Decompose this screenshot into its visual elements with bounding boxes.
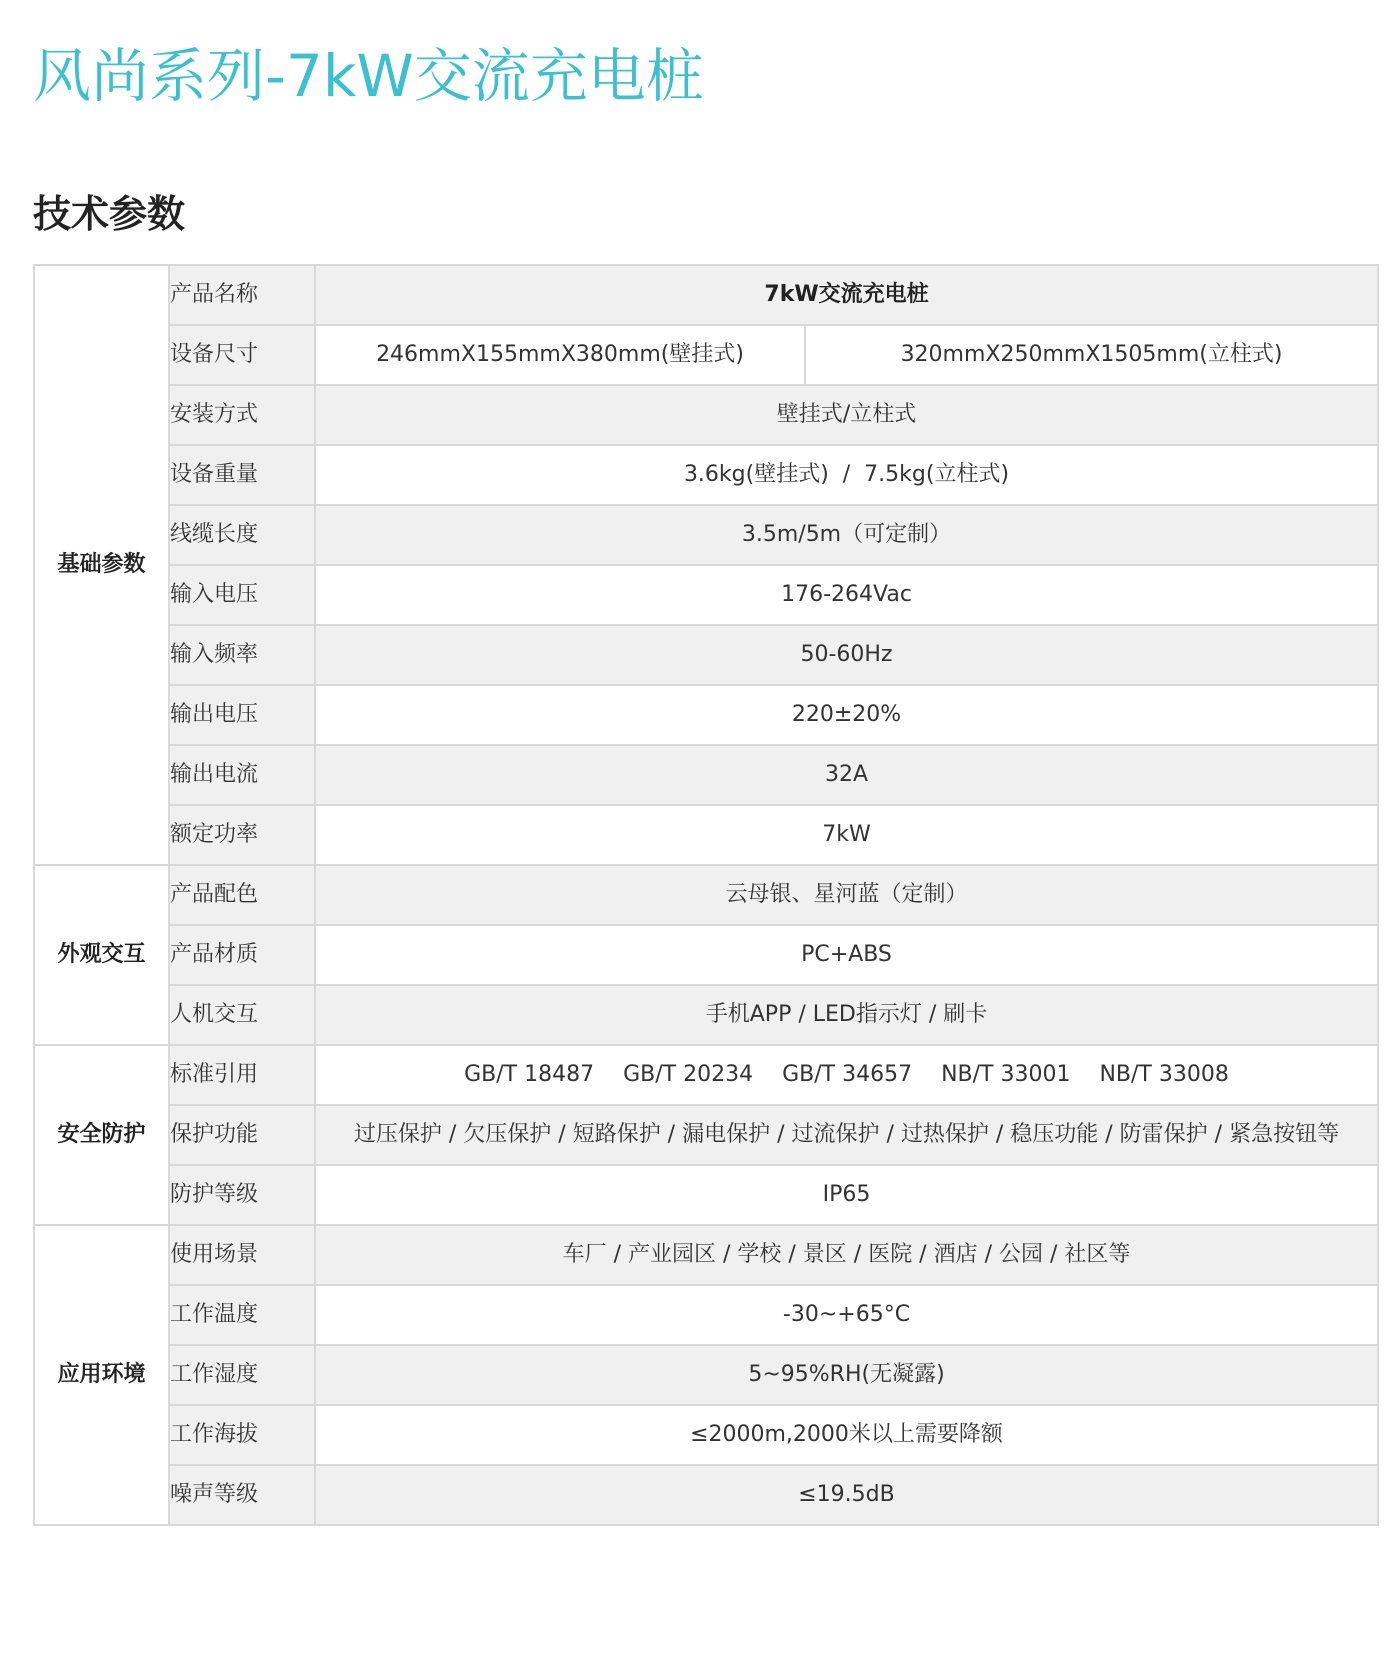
row-label: 输出电压 [169,685,315,745]
row-label: 防护等级 [169,1165,315,1225]
group-label-safety: 安全防护 [34,1045,169,1225]
row-value: 云母银、星河蓝（定制） [315,865,1378,925]
row-value: IP65 [315,1165,1378,1225]
table-row [34,385,1378,445]
row-label: 保护功能 [169,1105,315,1165]
group-label-appearance: 外观交互 [34,865,169,1045]
row-value: 3.6kg(壁挂式) / 7.5kg(立柱式) [315,445,1378,505]
row-value: -30~+65°C [315,1285,1378,1345]
table-row [34,805,1378,865]
group-label-application: 应用环境 [34,1225,169,1525]
row-label: 标准引用 [169,1045,315,1105]
table-row [34,565,1378,625]
row-value: 过压保护 / 欠压保护 / 短路保护 / 漏电保护 / 过流保护 / 过热保护 / 稳压功能 / 防雷保护 / 紧急按钮等 [315,1105,1378,1165]
row-value: 5~95%RH(无凝露) [315,1345,1378,1405]
table-row [34,505,1378,565]
row-label: 设备尺寸 [169,325,315,385]
table-row [34,1105,1378,1165]
row-label: 人机交互 [169,985,315,1045]
row-value: 220±20% [315,685,1378,745]
row-label: 输入频率 [169,625,315,685]
section-title: 技术参数 [33,192,186,236]
table-row [34,1465,1378,1525]
standard-item: GB/T 34657 [782,1062,913,1087]
table-row [34,745,1378,805]
row-value-standards [315,1045,1378,1105]
row-label: 产品名称 [169,265,315,325]
table-row [34,925,1378,985]
table-row [34,985,1378,1045]
row-value-wall: 246mmX155mmX380mm(壁挂式) [315,325,805,385]
row-label: 输入电压 [169,565,315,625]
row-value: 32A [315,745,1378,805]
row-label: 设备重量 [169,445,315,505]
row-value: 50-60Hz [315,625,1378,685]
row-label: 安装方式 [169,385,315,445]
table-row [34,1285,1378,1345]
row-value: 手机APP / LED指示灯 / 刷卡 [315,985,1378,1045]
row-value: 7kW [315,805,1378,865]
standard-item: GB/T 18487 [464,1062,595,1087]
row-value: 3.5m/5m（可定制） [315,505,1378,565]
standard-item: GB/T 20234 [623,1062,754,1087]
row-label: 噪声等级 [169,1465,315,1525]
table-row [34,265,1378,325]
row-label: 工作温度 [169,1285,315,1345]
row-value: PC+ABS [315,925,1378,985]
table-row [34,685,1378,745]
page-title: 风尚系列-7kW交流充电桩 [33,42,704,110]
table-row [34,865,1378,925]
row-label: 工作湿度 [169,1345,315,1405]
standard-item: NB/T 33008 [1099,1062,1229,1087]
row-value: ≤2000m,2000米以上需要降额 [315,1405,1378,1465]
standard-item: NB/T 33001 [941,1062,1071,1087]
spec-table [33,264,1379,1526]
table-row [34,1345,1378,1405]
group-label-basic: 基础参数 [34,265,169,865]
table-row [34,1045,1378,1105]
table-row [34,1225,1378,1285]
table-row [34,325,1378,385]
row-value-pillar: 320mmX250mmX1505mm(立柱式) [805,325,1378,385]
row-label: 线缆长度 [169,505,315,565]
row-label: 输出电流 [169,745,315,805]
table-row [34,1165,1378,1225]
table-row [34,1405,1378,1465]
row-label: 产品材质 [169,925,315,985]
row-label: 工作海拔 [169,1405,315,1465]
row-value: 176-264Vac [315,565,1378,625]
row-value: 壁挂式/立柱式 [315,385,1378,445]
row-value: 7kW交流充电桩 [315,265,1378,325]
row-label: 额定功率 [169,805,315,865]
table-row [34,445,1378,505]
row-label: 产品配色 [169,865,315,925]
row-label: 使用场景 [169,1225,315,1285]
row-value: 车厂 / 产业园区 / 学校 / 景区 / 医院 / 酒店 / 公园 / 社区等 [315,1225,1378,1285]
table-row [34,625,1378,685]
row-value: ≤19.5dB [315,1465,1378,1525]
